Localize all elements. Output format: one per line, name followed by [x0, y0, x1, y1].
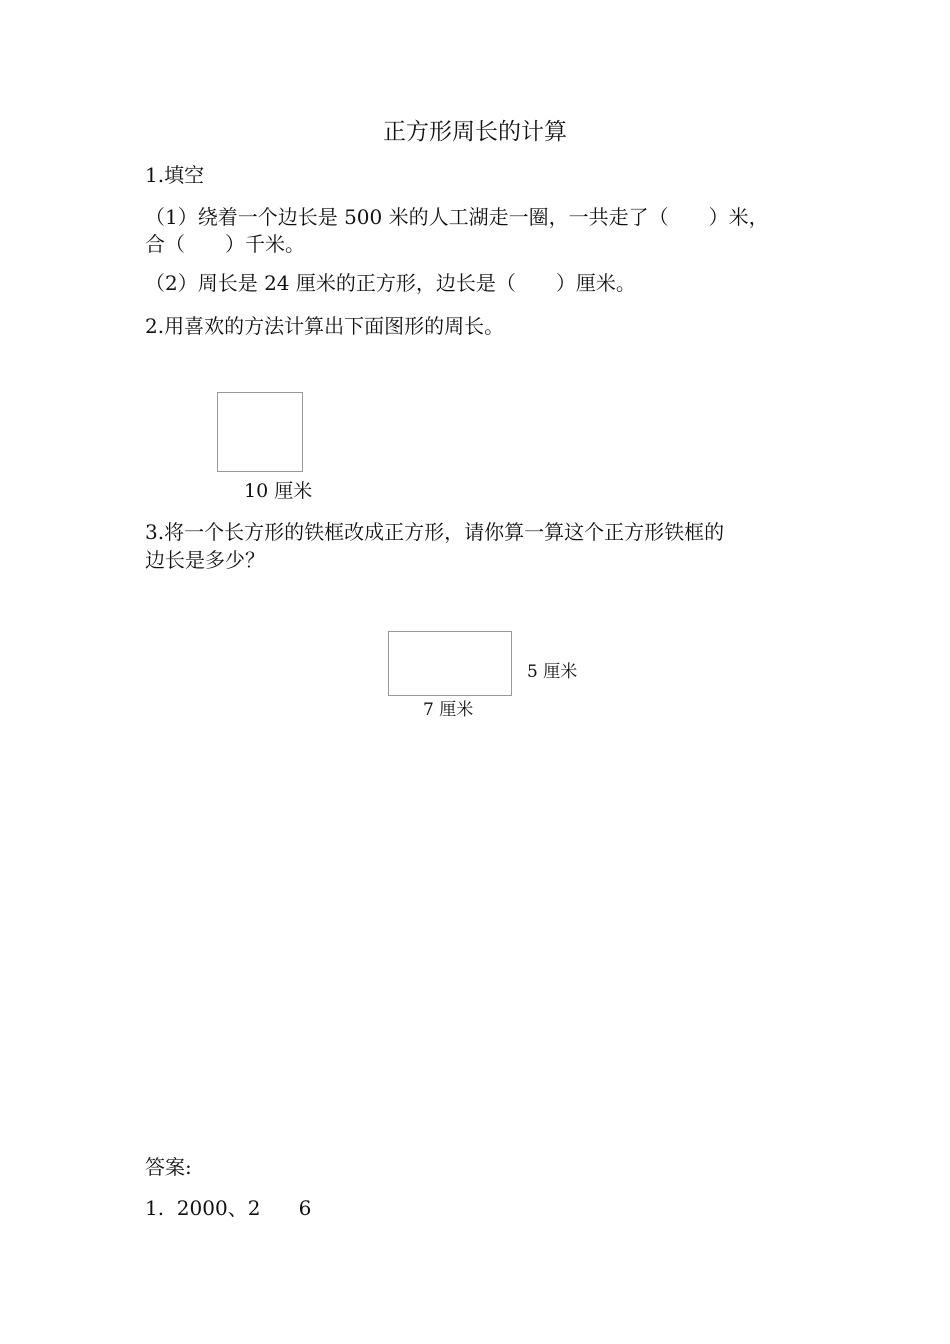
- question-2-heading: 2.用喜欢的方法计算出下面图形的周长。: [145, 314, 505, 338]
- page-title: 正方形周长的计算: [383, 119, 567, 145]
- square-figure: [217, 392, 303, 472]
- rectangle-width-label: 7 厘米: [423, 700, 474, 720]
- question-3-heading-line-2: 边长是多少？: [145, 548, 265, 572]
- answers-line-1: 1. 2000、2 6: [145, 1196, 312, 1220]
- rectangle-figure: [388, 631, 512, 696]
- question-1-item-2: （2）周长是 24 厘米的正方形，边长是（ ）厘米。: [145, 271, 636, 295]
- question-1-heading: 1.填空: [145, 163, 205, 187]
- question-3-heading-line-1: 3.将一个长方形的铁框改成正方形，请你算一算这个正方形铁框的: [145, 520, 725, 544]
- square-side-label: 10 厘米: [244, 480, 313, 502]
- answers-heading: 答案:: [145, 1155, 192, 1179]
- question-1-item-1-line-1: （1）绕着一个边长是 500 米的人工湖走一圈，一共走了（ ）米，: [145, 205, 769, 229]
- rectangle-height-label: 5 厘米: [527, 662, 578, 682]
- question-1-item-1-line-2: 合（ ）千米。: [145, 232, 305, 256]
